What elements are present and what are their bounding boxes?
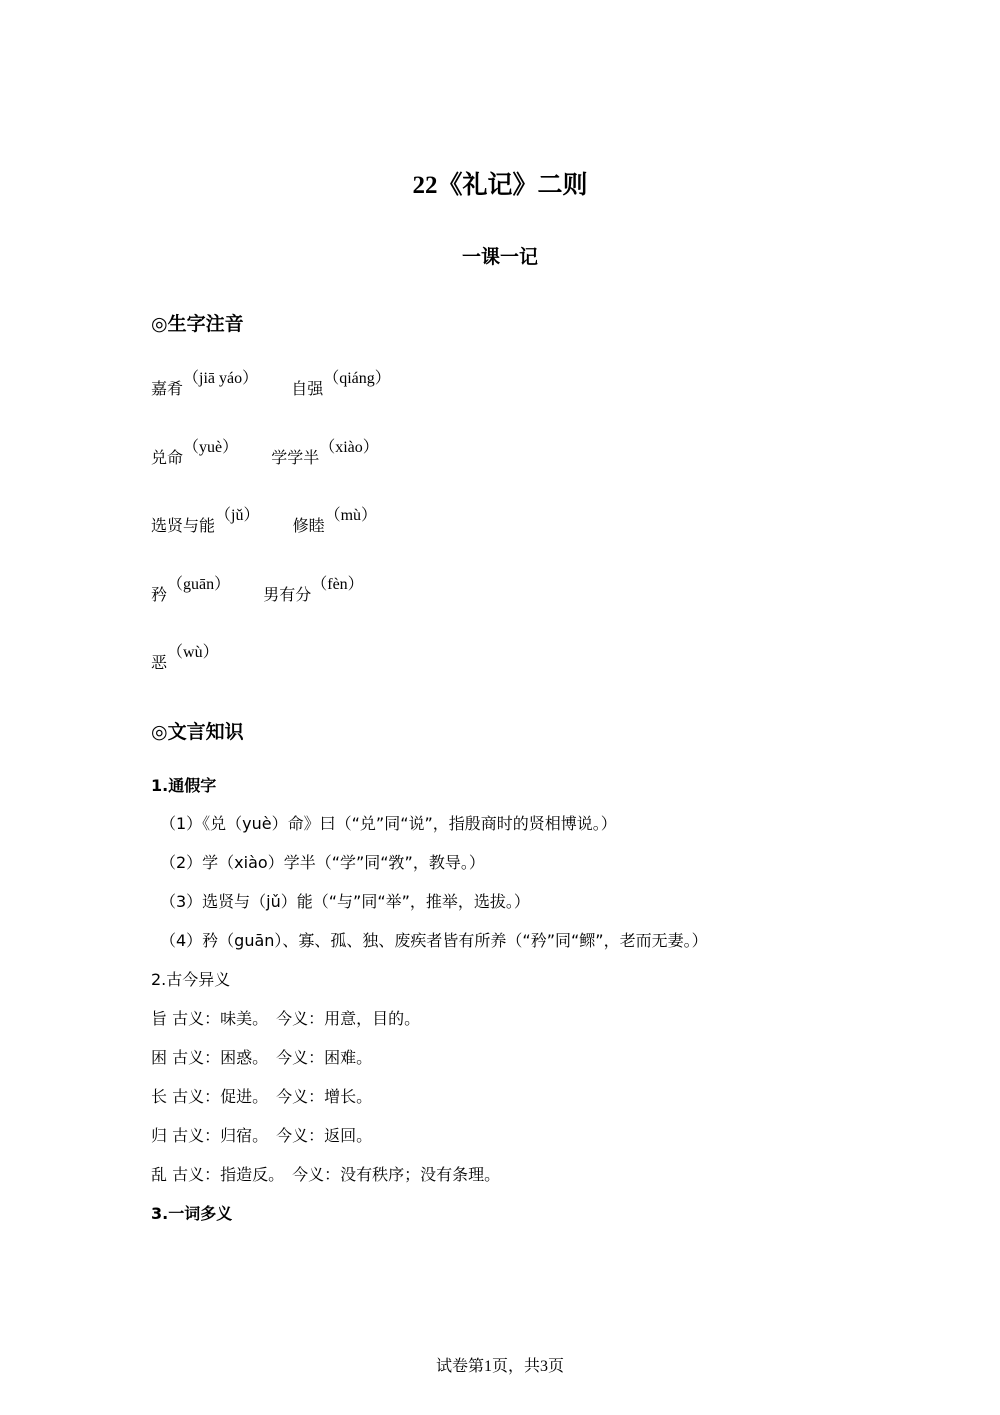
document-title bbox=[0, 168, 1000, 203]
pronunciation-item bbox=[151, 439, 239, 469]
word-chars: 矜 bbox=[151, 585, 168, 604]
word-pinyin: （xiào） bbox=[319, 439, 379, 456]
pronunciation-row bbox=[151, 644, 247, 686]
pronunciation-item bbox=[151, 370, 259, 400]
tongjia-item: （1）《兑（yuè）命》曰（“兑”同“说”，指殷商时的贤相博说。） bbox=[160, 814, 617, 833]
gujin-item: 长 古义：促进。 今义：增长。 bbox=[151, 1087, 373, 1106]
word-pinyin: （jǔ） bbox=[215, 507, 260, 524]
word-pinyin: （guān） bbox=[167, 576, 231, 593]
word-chars: 兑命 bbox=[151, 448, 184, 467]
pronunciation-row bbox=[151, 439, 407, 481]
subsection-heading-gujin: 2.古今异义 bbox=[151, 970, 231, 989]
pronunciation-item bbox=[151, 644, 219, 674]
title-text: 《礼记》二则 bbox=[437, 170, 588, 199]
pronunciation-item bbox=[263, 576, 364, 606]
word-chars: 恶 bbox=[151, 653, 168, 672]
pronunciation-item bbox=[292, 507, 378, 537]
gujin-item: 困 古义：困惑。 今义：困难。 bbox=[151, 1048, 373, 1067]
tongjia-item: （3）选贤与（jǔ）能（“与”同“举”，推举，选拔。） bbox=[160, 892, 530, 911]
title-number: 22 bbox=[412, 172, 438, 199]
tongjia-item: （4）矜（guān）、寡、孤、独、废疾者皆有所养（“矜”同“鳏”，老而无妻。） bbox=[160, 931, 708, 950]
word-pinyin: （jiā yáo） bbox=[183, 370, 259, 387]
word-pinyin: （qiáng） bbox=[323, 370, 391, 387]
word-chars: 学学半 bbox=[271, 448, 320, 467]
word-chars: 嘉肴 bbox=[151, 379, 184, 398]
word-chars: 选贤与能 bbox=[151, 516, 216, 535]
word-pinyin: （fèn） bbox=[311, 576, 364, 593]
word-pinyin: （mù） bbox=[324, 507, 378, 524]
pronunciation-row bbox=[151, 576, 392, 618]
word-chars: 男有分 bbox=[263, 585, 312, 604]
word-pinyin: （wù） bbox=[167, 644, 219, 661]
word-chars: 自强 bbox=[291, 379, 324, 398]
section-heading-pronunciation: ◎生字注音 bbox=[151, 313, 244, 335]
gujin-item: 旨 古义：味美。 今义：用意，目的。 bbox=[151, 1009, 421, 1028]
gujin-item: 归 古义：归宿。 今义：返回。 bbox=[151, 1126, 373, 1145]
pronunciation-item bbox=[271, 439, 379, 469]
pronunciation-row bbox=[151, 507, 405, 549]
pronunciation-item bbox=[151, 507, 260, 537]
pronunciation-item bbox=[291, 370, 391, 400]
pronunciation-row bbox=[151, 370, 419, 412]
subsection-heading-tongjia: 1.通假字 bbox=[151, 776, 217, 795]
word-pinyin: （yuè） bbox=[183, 439, 239, 456]
tongjia-item: （2）学（xiào）学半（“学”同“敩”，教导。） bbox=[160, 853, 485, 872]
pronunciation-item bbox=[151, 576, 231, 606]
page-footer: 试卷第1页，共3页 bbox=[435, 1358, 564, 1375]
gujin-item: 乱 古义：指造反。 今义：没有秩序；没有条理。 bbox=[151, 1165, 501, 1184]
subsection-heading-yici: 3.一词多义 bbox=[151, 1204, 233, 1223]
subtitle: 一课一记 bbox=[461, 246, 538, 268]
word-chars: 修睦 bbox=[292, 516, 325, 535]
section-heading-classical: ◎文言知识 bbox=[151, 721, 244, 743]
